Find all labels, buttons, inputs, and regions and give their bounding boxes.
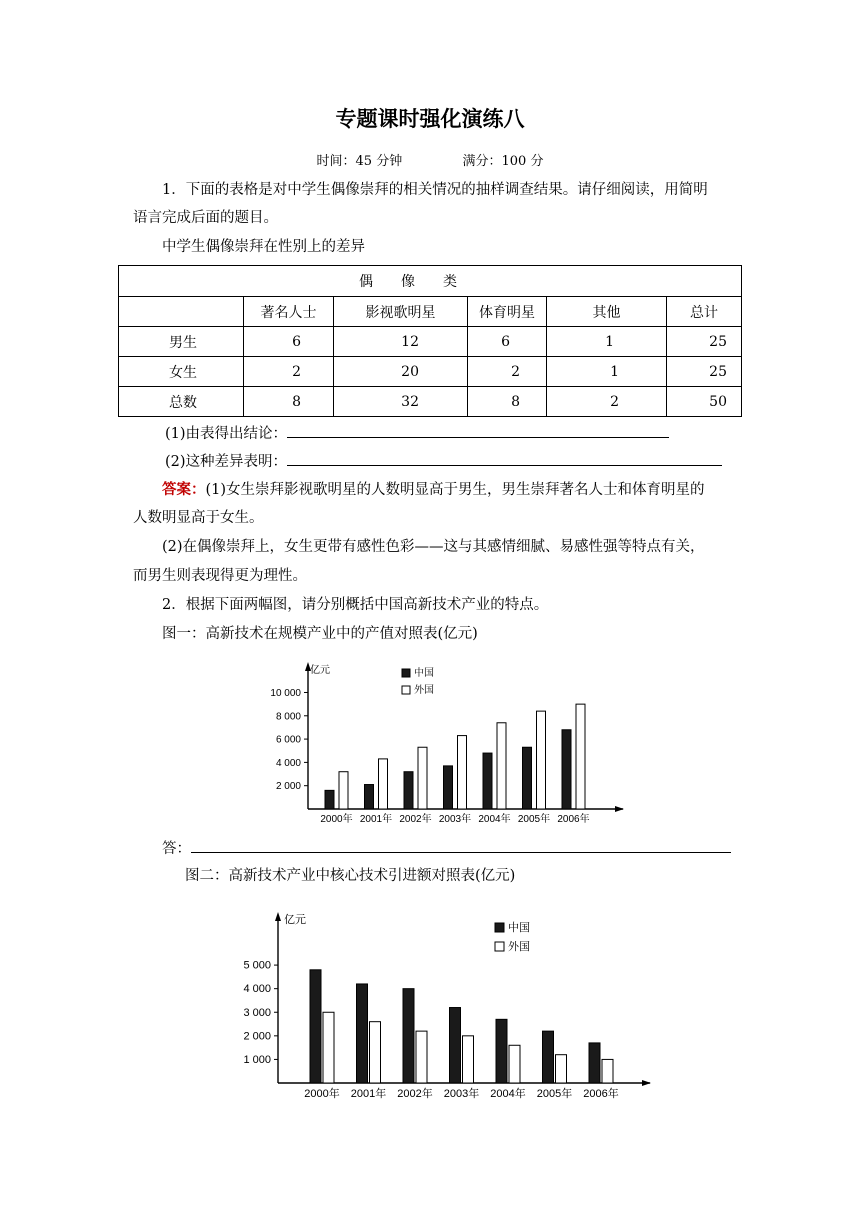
table-row	[119, 387, 742, 417]
answer-2-line1: (2)在偶像崇拜上，女生更带有感性色彩——这与其感情细腻、易感性强等特点有关，	[162, 539, 705, 555]
table-header-cell: 影视歌明星	[334, 297, 468, 327]
table-cell: 1	[547, 357, 667, 387]
legend-label-外国: 外国	[414, 685, 434, 696]
table-header-cell: 总计	[667, 297, 742, 327]
bar-中国-2004年	[483, 753, 492, 809]
bar-外国-2001年	[370, 1022, 381, 1083]
y-axis-label: 亿元	[284, 914, 306, 926]
answer-1-line2: 人数明显高于女生。	[133, 510, 264, 526]
x-tick-label: 2002年	[397, 1088, 433, 1100]
figure-1-caption: 图一：高新技术在规模产业中的产值对照表(亿元)	[162, 626, 478, 642]
x-axis-arrow	[642, 1080, 651, 1086]
answer-blank-1[interactable]	[287, 423, 669, 438]
bar-中国-2006年	[562, 730, 571, 809]
bar-中国-2003年	[444, 766, 453, 809]
figure-2-caption: 图二：高新技术产业中核心技术引进额对照表(亿元)	[185, 868, 516, 884]
table-cell: 6	[468, 327, 547, 357]
table-row	[119, 327, 742, 357]
y-tick-label: 6 000	[275, 734, 301, 746]
table-cell: 2	[244, 357, 334, 387]
q2-intro: 2．根据下面两幅图，请分别概括中国高新技术产业的特点。	[162, 597, 549, 613]
sub-question-1: (1)由表得出结论：	[165, 423, 669, 444]
sub-question-2: (2)这种差异表明：	[165, 451, 722, 472]
row-label: 总数	[119, 387, 244, 417]
x-tick-label: 2006年	[557, 814, 590, 825]
table-cell: 20	[334, 357, 468, 387]
table-cell: 50	[667, 387, 742, 417]
legend-swatch-中国	[495, 923, 504, 932]
legend-label-中国: 中国	[508, 922, 530, 934]
bar-外国-2003年	[463, 1036, 474, 1083]
y-axis-label: 亿元	[310, 665, 330, 676]
q2-answer-line: 答：	[162, 838, 731, 859]
table-header-cell: 著名人士	[244, 297, 334, 327]
y-tick-label: 1 000	[243, 1053, 271, 1066]
bar-中国-2002年	[403, 989, 414, 1083]
y-tick-label: 8 000	[275, 711, 301, 723]
full-score: 满分：100 分	[462, 154, 544, 169]
y-tick-label: 2 000	[243, 1030, 271, 1043]
bar-中国-2002年	[404, 772, 413, 809]
bar-中国-2001年	[365, 785, 374, 809]
answer-1-line1: 答案：(1)女生崇拜影视歌明星的人数明显高于男生，男生崇拜著名人士和体育明星的	[162, 481, 705, 498]
table-cell: 2	[468, 357, 547, 387]
table-cell: 1	[547, 327, 667, 357]
y-tick-label: 5 000	[243, 959, 271, 972]
bar-外国-2000年	[323, 1012, 334, 1083]
y-tick-label: 4 000	[243, 983, 271, 996]
y-tick-label: 3 000	[243, 1006, 271, 1019]
bar-外国-2005年	[556, 1055, 567, 1083]
table-group-header-row	[119, 266, 742, 297]
table-row	[119, 357, 742, 387]
legend-label-外国: 外国	[508, 941, 530, 953]
x-tick-label: 2000年	[320, 814, 353, 825]
answer-blank-3[interactable]	[191, 838, 731, 853]
page-title: 专题课时强化演练八	[335, 107, 525, 131]
bar-中国-2000年	[325, 790, 334, 809]
legend-swatch-中国	[402, 669, 410, 677]
table-header-row	[119, 297, 742, 327]
legend-label-中国: 中国	[414, 668, 434, 679]
bar-中国-2005年	[543, 1031, 554, 1083]
x-tick-label: 2000年	[304, 1088, 340, 1100]
x-axis-arrow	[615, 806, 624, 812]
bar-外国-2004年	[497, 723, 506, 809]
legend-swatch-外国	[495, 942, 504, 951]
bar-外国-2004年	[509, 1045, 520, 1083]
row-label: 男生	[119, 327, 244, 357]
bar-外国-2006年	[576, 704, 585, 809]
x-tick-label: 2001年	[359, 814, 393, 825]
bar-外国-2000年	[339, 772, 348, 809]
x-tick-label: 2002年	[399, 814, 432, 825]
table-cell: 8	[244, 387, 334, 417]
bar-中国-2006年	[589, 1043, 600, 1083]
table-header-blank	[119, 297, 244, 327]
bar-中国-2001年	[357, 984, 368, 1083]
table-cell: 32	[334, 387, 468, 417]
bar-外国-2003年	[458, 736, 467, 809]
bar-中国-2005年	[523, 747, 532, 809]
time-limit: 时间：45 分钟	[316, 154, 403, 169]
y-tick-label: 10 000	[270, 687, 301, 699]
table-cell: 6	[244, 327, 334, 357]
x-tick-label: 2005年	[517, 814, 551, 825]
table-cell: 12	[334, 327, 468, 357]
table-cell: 2	[547, 387, 667, 417]
figure-2-chart	[230, 905, 655, 1105]
bar-中国-2004年	[496, 1019, 507, 1083]
bar-外国-2002年	[418, 747, 427, 809]
q1-line2: 语言完成后面的题目。	[133, 210, 278, 226]
table-caption: 中学生偶像崇拜在性别上的差异	[162, 239, 365, 255]
legend-swatch-外国	[402, 686, 410, 694]
table-cell: 25	[667, 357, 742, 387]
answer-label: 答案：	[162, 481, 206, 498]
x-tick-label: 2003年	[438, 814, 472, 825]
x-tick-label: 2006年	[583, 1088, 619, 1100]
x-tick-label: 2005年	[536, 1088, 573, 1100]
y-tick-label: 4 000	[275, 757, 301, 769]
figure-1-chart	[255, 655, 630, 830]
bar-中国-2003年	[450, 1008, 461, 1083]
answer-2-line2: 而男生则表现得更为理性。	[133, 568, 307, 584]
table-header-cell: 其他	[547, 297, 667, 327]
x-tick-label: 2004年	[490, 1088, 526, 1100]
row-label: 女生	[119, 357, 244, 387]
x-tick-label: 2001年	[350, 1088, 387, 1100]
table-header-cell: 体育明星	[468, 297, 547, 327]
answer-blank-2[interactable]	[287, 451, 722, 466]
bar-中国-2000年	[310, 970, 321, 1083]
table-cell: 8	[468, 387, 547, 417]
y-axis-arrow	[275, 912, 281, 921]
x-tick-label: 2004年	[478, 814, 511, 825]
x-tick-label: 2003年	[443, 1088, 480, 1100]
y-tick-label: 2 000	[275, 781, 301, 793]
bar-外国-2005年	[537, 711, 546, 809]
q1-line1: 1．下面的表格是对中学生偶像崇拜的相关情况的抽样调查结果。请仔细阅读，用简明	[162, 182, 708, 198]
survey-table	[118, 265, 742, 417]
table-cell: 25	[667, 327, 742, 357]
bar-外国-2001年	[379, 759, 388, 809]
bar-外国-2006年	[602, 1059, 613, 1083]
table-group-header: 偶 像 类	[119, 266, 742, 297]
bar-外国-2002年	[416, 1031, 427, 1083]
exam-meta	[0, 150, 860, 169]
